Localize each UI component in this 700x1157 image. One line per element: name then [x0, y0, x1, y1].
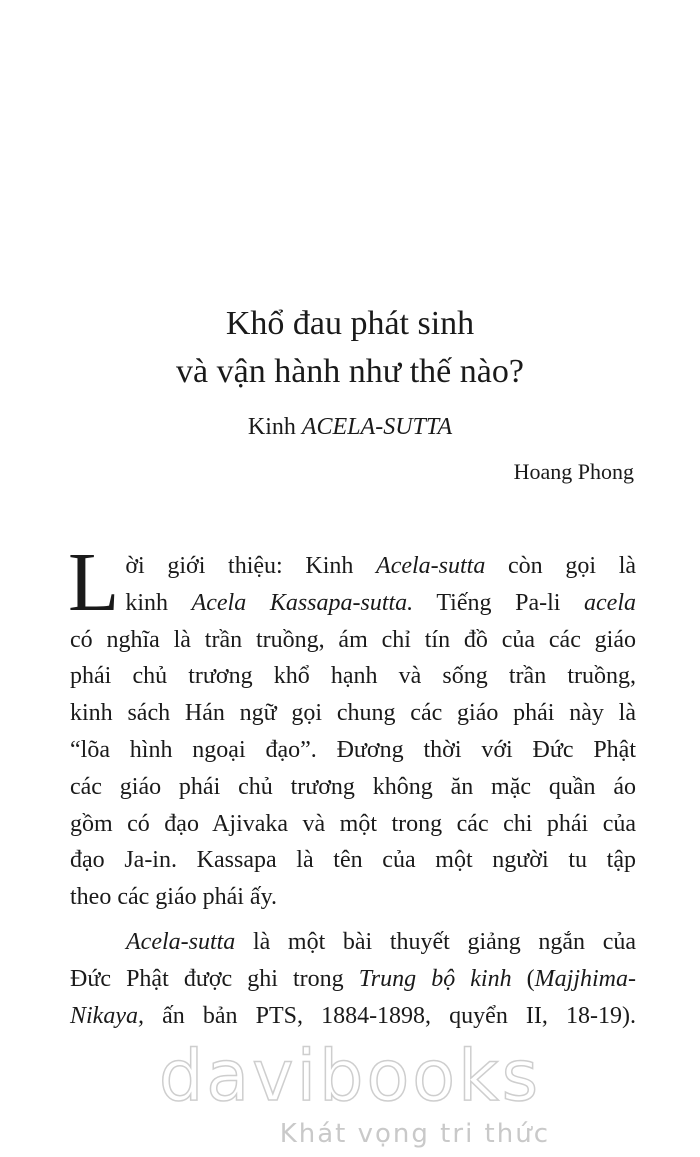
- paragraph-1-line-2: [70, 585, 636, 622]
- subtitle-sutra-name: ACELA-SUTTA: [301, 414, 453, 440]
- text-run: còn gọi là: [485, 553, 637, 579]
- paragraph-1-line-5: kinh sách Hán ngữ gọi chung các giáo phái này là: [70, 700, 636, 727]
- text-run: (: [511, 965, 535, 992]
- paragraph-1-line-9: đạo Ja-in. Kassapa là tên của một người tu tập: [70, 847, 636, 874]
- chapter-title-line-2: và vận hành như thế nào?: [176, 353, 524, 390]
- paragraph-2: [70, 924, 636, 1034]
- text-run-italic: Nikaya,: [70, 1002, 144, 1029]
- paragraph-1-line-7: các giáo phái chủ trương không ăn mặc quần áo: [70, 773, 636, 800]
- paragraph-2-line-3: [70, 998, 636, 1035]
- paragraph-1-line-6: “lõa hình ngoại đạo”. Đương thời với Đức Phật: [70, 736, 636, 763]
- paragraph-1-line-1: [70, 548, 636, 585]
- text-run-italic: Acela-sutta: [126, 928, 236, 955]
- chapter-title: [0, 300, 700, 396]
- paragraph-2-line-2: [70, 961, 636, 998]
- author-name: Hoang Phong: [513, 459, 634, 484]
- chapter-title-line-1: Khổ đau phát sinh: [225, 305, 475, 342]
- text-run: ời giới thiệu: Kinh: [125, 553, 377, 579]
- text-run-italic: Acela-sutta: [376, 553, 486, 579]
- text-run: Tiếng Pa-li: [413, 589, 585, 616]
- watermark-tagline: Khát vọng tri thức: [279, 1119, 550, 1149]
- paragraph-1-line-4: phái chủ trương khổ hạnh và sống trần truồng,: [70, 663, 636, 690]
- text-run-italic: acela: [584, 589, 637, 616]
- watermark-brand: davibooks: [158, 1035, 542, 1117]
- sutra-subtitle: [0, 412, 700, 442]
- body-text: [68, 536, 637, 1034]
- paragraph-1-line-3: có nghĩa là trần truồng, ám chỉ tín đồ của các giáo: [70, 626, 636, 653]
- paragraph-1: [68, 536, 637, 916]
- subtitle-prefix: Kinh: [247, 414, 296, 440]
- text-run-italic: Trung bộ kinh: [358, 965, 512, 992]
- drop-cap: L: [68, 536, 120, 629]
- paragraph-1-line-10: theo các giáo phái ấy.: [70, 884, 278, 911]
- paragraph-2-line-1: [70, 924, 636, 961]
- text-run-italic: Majjhima-: [534, 965, 636, 992]
- text-run: là một bài thuyết giảng ngắn của: [235, 928, 636, 955]
- text-run: Đức Phật được ghi trong: [70, 965, 359, 992]
- text-run: kinh: [125, 589, 192, 616]
- text-run: ấn bản PTS, 1884-1898, quyển II, 18-19).: [143, 1002, 636, 1029]
- paragraph-1-line-8: gồm có đạo Ajivaka và một trong các chi phái của: [70, 810, 636, 837]
- text-run-italic: Acela Kassapa-sutta.: [191, 589, 414, 616]
